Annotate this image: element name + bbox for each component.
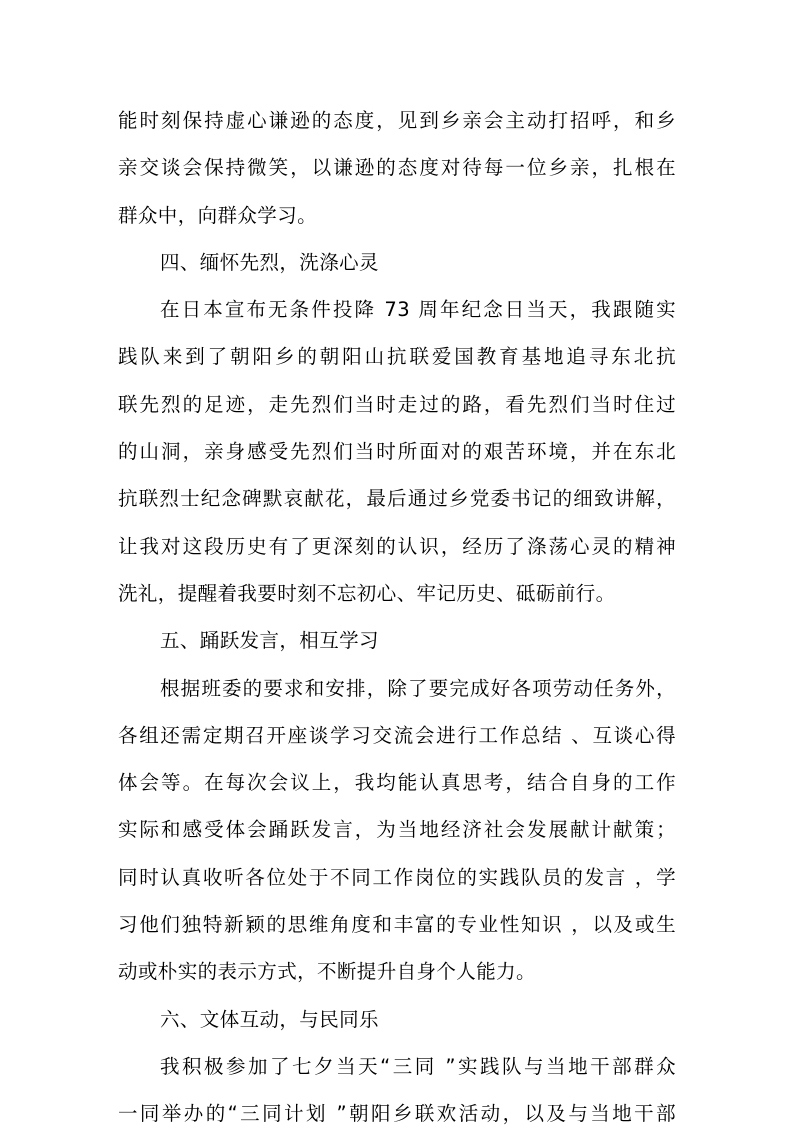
paragraph-line: 抗联烈士纪念碑默哀献花，最后通过乡党委书记的细致讲解， <box>118 487 676 511</box>
paragraph-line: 在日本宣布无条件投降 73 周年纪念日当天，我跟随实 <box>160 298 676 322</box>
paragraph-line: 根据班委的要求和安排，除了要完成好各项劳动任务外， <box>160 676 676 700</box>
paragraph-line: 实际和感受体会踊跃发言，为当地经济社会发展献计献策； <box>118 818 676 842</box>
paragraph-line: 能时刻保持虚心谦逊的态度，见到乡亲会主动打招呼，和乡 <box>118 109 676 132</box>
paragraph-line: 体会等。在每次会议上，我均能认真思考，结合自身的工作 <box>118 771 676 795</box>
paragraph-line: 同时认真收听各位处于不同工作岗位的实践队员的发言 ，学 <box>118 865 676 889</box>
section-heading-5: 五、踊跃发言，相互学习 <box>160 629 379 653</box>
paragraph-line: 动或朴实的表示方式，不断提升自身个人能力。 <box>118 960 536 984</box>
section-heading-4: 四、缅怀先烈，洗涤心灵 <box>160 250 379 274</box>
paragraph-line: 联先烈的足迹，走先烈们当时走过的路，看先烈们当时住过 <box>118 392 676 416</box>
paragraph-line: 群众中，向群众学习。 <box>118 203 318 227</box>
document-body <box>118 97 676 1138</box>
paragraph-line: 让我对这段历史有了更深刻的认识，经历了涤荡心灵的精神 <box>118 534 676 558</box>
paragraph-line: 践队来到了朝阳乡的朝阳山抗联爱国教育基地追寻东北抗 <box>118 345 676 369</box>
paragraph-line: 洗礼，提醒着我要时刻不忘初心、牢记历史、砥砺前行。 <box>118 581 616 605</box>
paragraph-line: 一同举办的“三同计划 ”朝阳乡联欢活动，以及与当地干部 <box>118 1102 676 1126</box>
paragraph-line: 我积极参加了七夕当天“三同 ”实践队与当地干部群众 <box>160 1054 676 1078</box>
section-heading-6: 六、文体互动，与民同乐 <box>160 1007 379 1031</box>
paragraph-line: 亲交谈会保持微笑，以谦逊的态度对待每一位乡亲，扎根在 <box>118 156 676 180</box>
paragraph-line: 各组还需定期召开座谈学习交流会进行工作总结 、互谈心得 <box>118 723 676 747</box>
paragraph-line: 习他们独特新颖的思维角度和丰富的专业性知识 ，以及或生 <box>118 913 676 937</box>
paragraph-line: 的山洞，亲身感受先烈们当时所面对的艰苦环境，并在东北 <box>118 440 676 464</box>
